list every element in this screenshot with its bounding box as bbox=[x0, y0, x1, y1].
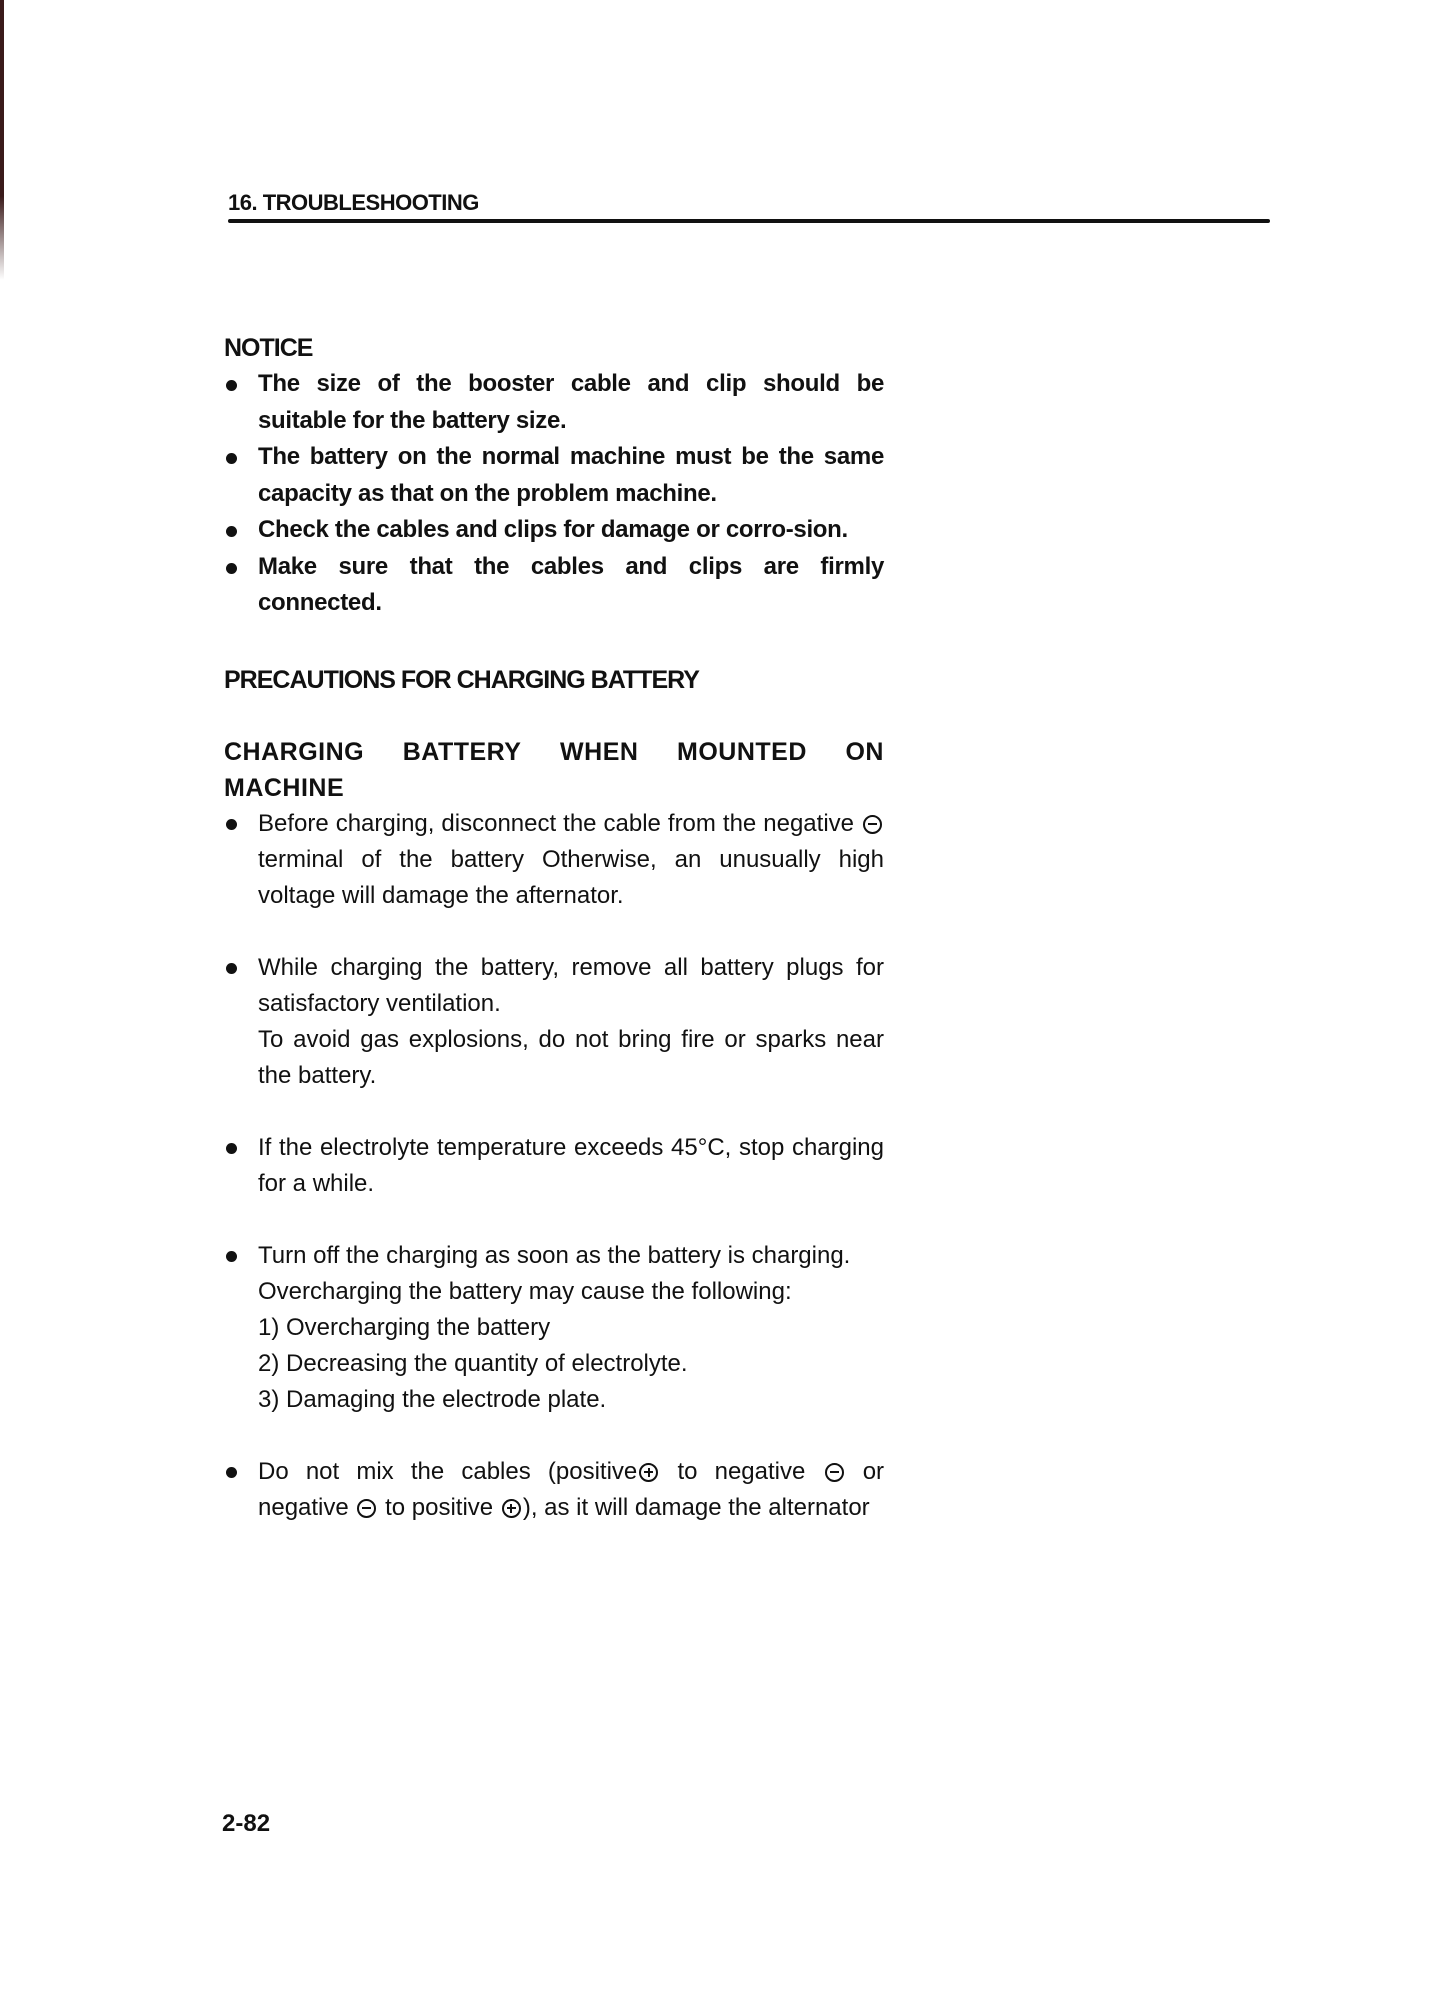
section-header: 16. TROUBLESHOOTING bbox=[228, 190, 479, 215]
item-text: Do not mix the cables (positive bbox=[258, 1457, 638, 1485]
numbered-item: 3) Damaging the electrode plate. bbox=[258, 1385, 607, 1413]
heading-word: MACHINE bbox=[224, 773, 345, 802]
heading-word: CHARGING bbox=[224, 737, 365, 766]
header-rule bbox=[228, 219, 1270, 223]
item-text: If the electrolyte temperature exceeds 45°C, stop charging for a while. bbox=[258, 1133, 884, 1197]
heading-word: BATTERY bbox=[402, 737, 522, 766]
page-content bbox=[224, 330, 884, 1526]
item-text: ), as it will damage the alternator bbox=[522, 1493, 870, 1521]
notice-item: The battery on the normal machine must be the same capacity as that on the problem machine. bbox=[224, 439, 884, 512]
minus-circle-icon bbox=[863, 815, 882, 834]
item-text: Before charging, disconnect the cable from the negative bbox=[258, 809, 854, 837]
precaution-item-ventilation bbox=[224, 950, 884, 1094]
minus-circle-icon bbox=[357, 1499, 376, 1518]
item-text: to negative bbox=[677, 1457, 806, 1485]
item-text: to positive bbox=[385, 1493, 494, 1521]
numbered-item: 2) Decreasing the quantity of electrolyte. bbox=[258, 1349, 688, 1377]
mounted-charging-heading bbox=[224, 734, 884, 806]
notice-item: The size of the booster cable and clip should be suitable for the battery size. bbox=[224, 366, 884, 439]
precaution-item-polarity bbox=[224, 1454, 884, 1526]
item-text: To avoid gas explosions, do not bring fire or sparks near the battery. bbox=[258, 1025, 884, 1089]
item-text: Turn off the charging as soon as the battery is charging. bbox=[258, 1241, 851, 1269]
notice-list bbox=[224, 366, 884, 622]
notice-item: Check the cables and clips for damage or corro-sion. bbox=[224, 512, 884, 549]
item-text: While charging the battery, remove all battery plugs for satisfactory ventilation. bbox=[258, 953, 884, 1017]
charging-precautions-list bbox=[224, 806, 884, 1526]
page-number: 2-82 bbox=[222, 1810, 271, 1837]
plus-circle-icon bbox=[502, 1499, 521, 1518]
precaution-item-overcharging bbox=[224, 1238, 884, 1418]
heading-word: ON bbox=[845, 737, 884, 766]
numbered-item: 1) Overcharging the battery bbox=[258, 1313, 551, 1341]
item-text: Overcharging the battery may cause the following: bbox=[258, 1277, 792, 1305]
precaution-item-temperature bbox=[224, 1130, 884, 1202]
item-text: or negative bbox=[258, 1457, 885, 1521]
item-text: terminal of the battery Otherwise, an unusually high voltage will damage the afternator. bbox=[258, 845, 884, 909]
heading-word: WHEN bbox=[560, 737, 639, 766]
plus-circle-icon bbox=[639, 1463, 658, 1482]
precaution-item-disconnect bbox=[224, 806, 884, 914]
heading-word: MOUNTED bbox=[677, 737, 807, 766]
minus-circle-icon bbox=[825, 1463, 844, 1482]
page-binding-edge bbox=[0, 0, 4, 280]
notice-title: NOTICE bbox=[224, 334, 313, 362]
precautions-heading: PRECAUTIONS FOR CHARGING BATTERY bbox=[224, 665, 699, 694]
notice-item: Make sure that the cables and clips are firmly connected. bbox=[224, 549, 884, 622]
